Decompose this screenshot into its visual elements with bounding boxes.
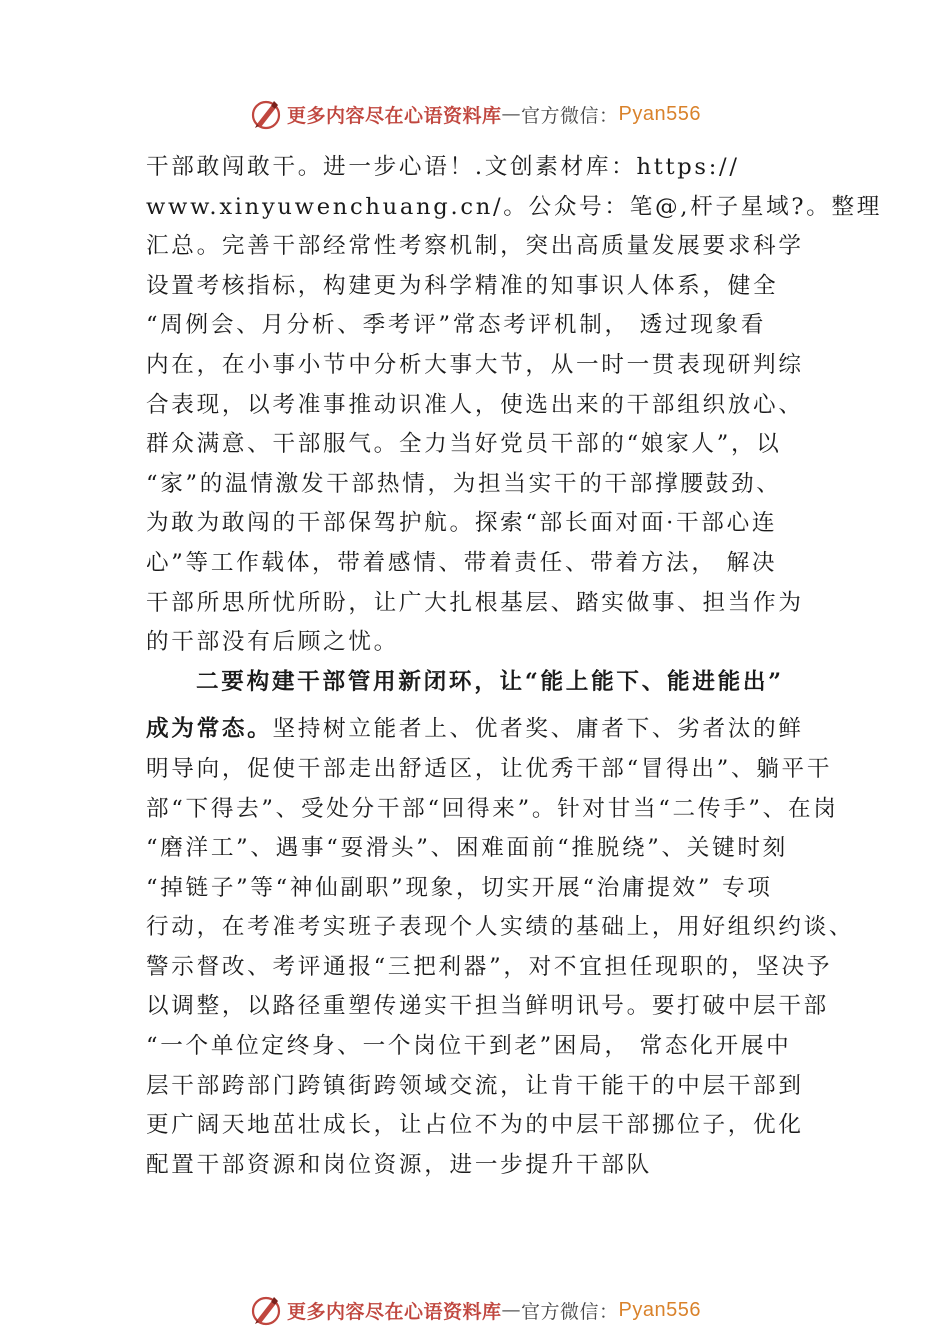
text-line: 心”等工作载体，带着感情、带着责任、带着方法， 解决 [146,549,778,576]
text-line: 设置考核指标，构建更为科学精准的知事识人体系，健全 [146,272,779,299]
text-line: 为敢为敢闯的干部保驾护航。探索“部长面对面·干部心连 [146,510,778,537]
text-line: 更广阔天地茁壮成长，让占位不为的中层干部挪位子，优化 [146,1112,804,1139]
promo-text: 更多内容尽在心语资料库 [287,104,502,127]
text-line: 干部敢闯敢干。进一步心语！.文创素材库：https:// [146,154,740,180]
banner-dash: — [501,103,522,125]
text-line: 汇总。完善干部经常性考察机制，突出高质量发展要求科学 [146,233,804,260]
text-line: 行动，在考准考实班子表现个人实绩的基础上，用好组织约谈、 [146,914,855,941]
text-line: 部“下得去”、受处分干部“回得来”。针对甘当“二传手”、在岗 [146,795,839,822]
section-heading-end: 成为常态。 [146,716,273,743]
footer-banner [0,1290,950,1330]
text-line: “磨洋工”、遇事“耍滑头”、困难面前“推脱绕”、关键时刻 [146,835,788,862]
pen-logo-icon [249,97,283,131]
text-line: 以调整，以路径重塑传递实干担当鲜明讯号。要打破中层干部 [146,993,829,1020]
text-line: 层干部跨部门跨镇街跨领域交流，让肯干能干的中层干部到 [146,1072,804,1099]
text-line: 配置干部资源和岗位资源，进一步提升干部队 [146,1151,652,1178]
document-body [146,148,883,1185]
text-segment: 坚持树立能者上、优者奖、庸者下、劣者汰的鲜 [272,716,804,743]
pen-logo-icon [249,1293,283,1327]
text-line: “家”的温情激发干部热情，为担当实干的干部撑腰鼓劲、 [146,470,782,497]
text-line: 群众满意、干部服气。全力当好党员干部的“娘家人”，以 [146,431,782,458]
text-line: 内在，在小事小节中分析大事大节，从一时一贯表现研判综 [146,351,804,378]
wechat-id: Pyan556 [618,102,701,125]
text-line: “一个单位定终身、一个岗位干到老”困局， 常态化开展中 [146,1033,792,1060]
text-line: 的干部没有后顾之忧。 [146,629,399,656]
text-line: “掉链子”等“神仙副职”现象，切实开展“治庸提效” 专项 [146,874,773,901]
text-line-with-heading [146,710,826,750]
text-line: 警示督改、考评通报“三把利器”，对不宜担任现职的，坚决予 [146,953,833,980]
section-heading: 二要构建干部管用新闭环，让“能上能下、能进能出” [196,668,784,695]
wechat-label: 官方微信： [521,104,619,127]
text-line: www.xinyuwenchuang.cn/。公众号：笔@,杆子星域?。整理 [146,193,883,220]
wechat-label: 官方微信： [521,1300,619,1323]
text-line: 干部所思所忧所盼，让广大扎根基层、踏实做事、担当作为 [146,589,804,616]
header-banner [0,94,950,134]
banner-dash: — [501,1299,522,1321]
text-line: 明导向，促使干部走出舒适区，让优秀干部“冒得出”、躺平干 [146,755,833,782]
text-line: “周例会、月分析、季考评”常态考评机制， 透过现象看 [146,312,767,339]
wechat-id: Pyan556 [618,1298,701,1321]
promo-text: 更多内容尽在心语资料库 [287,1300,502,1323]
text-line: 合表现，以考准事推动识准人，使选出来的干部组织放心、 [146,391,804,418]
